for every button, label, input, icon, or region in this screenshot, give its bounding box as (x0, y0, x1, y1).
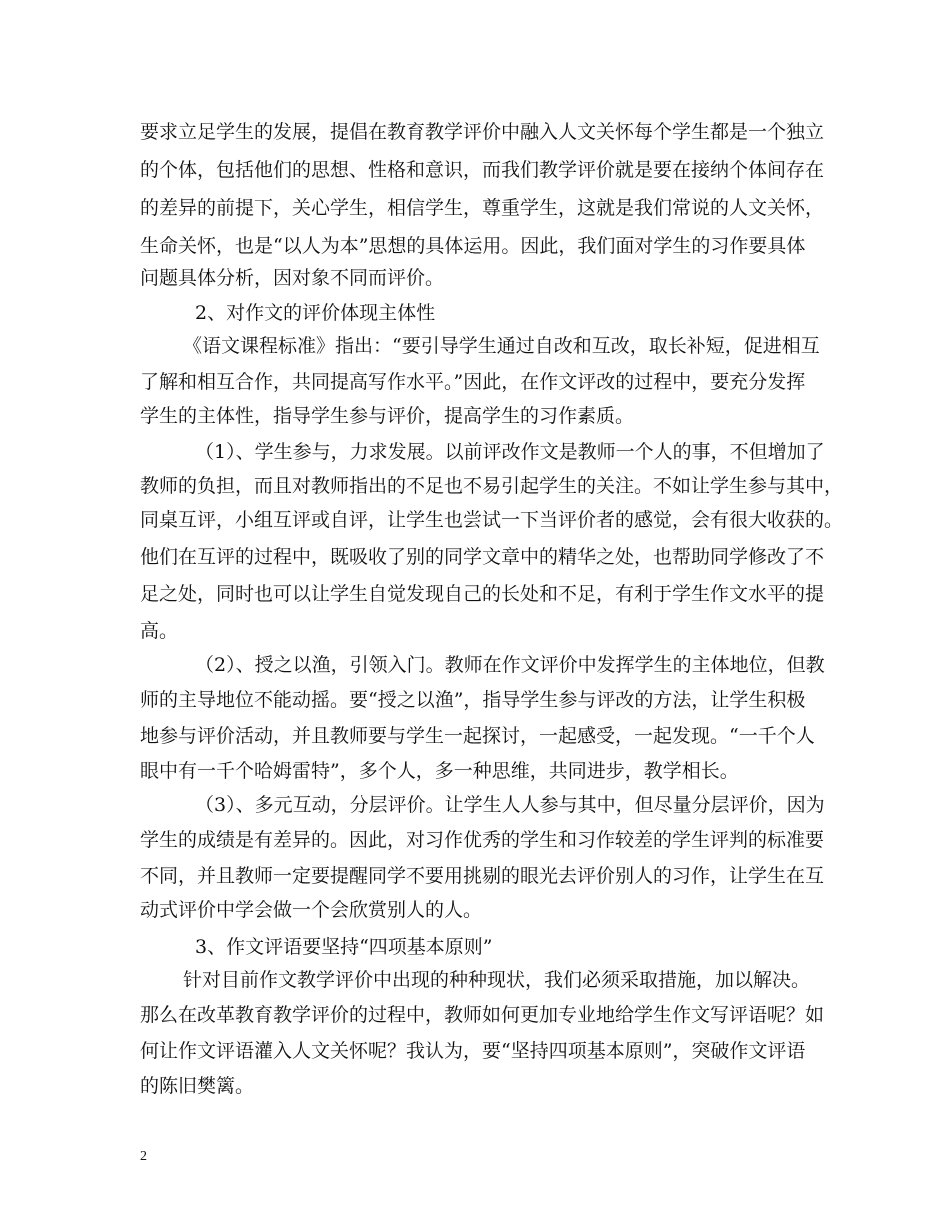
page-number: 2 (140, 1149, 147, 1164)
body-text-line: 《语文课程标准》指出：“要引导学生通过自改和互改，取长补短，促进相互 (183, 335, 820, 357)
body-text-line: 动式评价中学会做一个会欣赏别人的人。 (140, 899, 483, 921)
body-text-line: 的个体，包括他们的思想、性格和意识，而我们教学评价就是要在接纳个体间存在 (140, 159, 825, 181)
body-text-line: 师的主导地位不能动摇。要“授之以渔”，指导学生参与评改的方法，让学生积极 (140, 689, 806, 711)
subsection-line: （2）、授之以渔，引领入门。教师在作文评价中发挥学生的主体地位，但教 (195, 654, 825, 676)
body-text-line: 学生的主体性，指导学生参与评价，提高学生的习作素质。 (140, 405, 635, 427)
body-text-line: 问题具体分析，因对象不同而评价。 (140, 267, 445, 289)
body-text-line: 的差异的前提下，关心学生，相信学生，尊重学生，这就是我们常说的人文关怀， (140, 197, 825, 219)
body-text-line: 学生的成绩是有差异的。因此，对习作优秀的学生和习作较差的学生评判的标准要 (140, 829, 825, 851)
body-text-line: 足之处，同时也可以让学生自觉发现自己的长处和不足，有利于学生作文水平的提 (140, 583, 825, 605)
body-text-line: 针对目前作文教学评价中出现的种种现状，我们必须采取措施，加以解决。 (183, 969, 811, 991)
body-text-line: 生命关怀，也是“以人为本”思想的具体运用。因此，我们面对学生的习作要具体 (140, 235, 806, 257)
body-text-line: 了解和相互合作，共同提高写作水平。”因此，在作文评改的过程中，要充分发挥 (140, 371, 806, 393)
section-heading: 2、对作文的评价体现主体性 (195, 302, 436, 324)
body-text-line: 不同，并且教师一定要提醒同学不要用挑剔的眼光去评价别人的习作，让学生在互 (140, 865, 825, 887)
section-heading: 3、作文评语要坚持“四项基本原则” (195, 936, 493, 958)
body-text-line: 同桌互评，小组互评或自评，让学生也尝试一下当评价者的感觉，会有很大收获的。 (140, 509, 844, 531)
body-text-line: 地参与评价活动，并且教师要与学生一起探讨，一起感受，一起发现。“一千个人 (140, 725, 815, 747)
body-text-line: 教师的负担，而且对教师指出的不足也不易引起学生的关注。不如让学生参与其中， (140, 475, 844, 497)
body-text-line: 他们在互评的过程中，既吸收了别的同学文章中的精华之处，也帮助同学修改了不 (140, 546, 825, 568)
body-text-line: 眼中有一千个哈姆雷特”，多个人，多一种思维，共同进步，教学相长。 (140, 760, 739, 782)
body-text-line: 何让作文评语灌入人文关怀呢？我认为，要“坚持四项基本原则”，突破作文评语 (140, 1040, 806, 1062)
subsection-line: （3）、多元互动，分层评价。让学生人人参与其中，但尽量分层评价，因为 (195, 794, 825, 816)
body-text-line: 那么在改革教育教学评价的过程中，教师如何更加专业地给学生作文写评语呢？如 (140, 1004, 825, 1026)
body-text-line: 高。 (140, 620, 179, 642)
subsection-line: （1）、学生参与，力求发展。以前评改作文是教师一个人的事，不但增加了 (195, 441, 825, 463)
body-text-line: 的陈旧樊篱。 (140, 1075, 255, 1097)
body-text-line: 要求立足学生的发展，提倡在教育教学评价中融入人文关怀每个学生都是一个独立 (140, 121, 825, 143)
